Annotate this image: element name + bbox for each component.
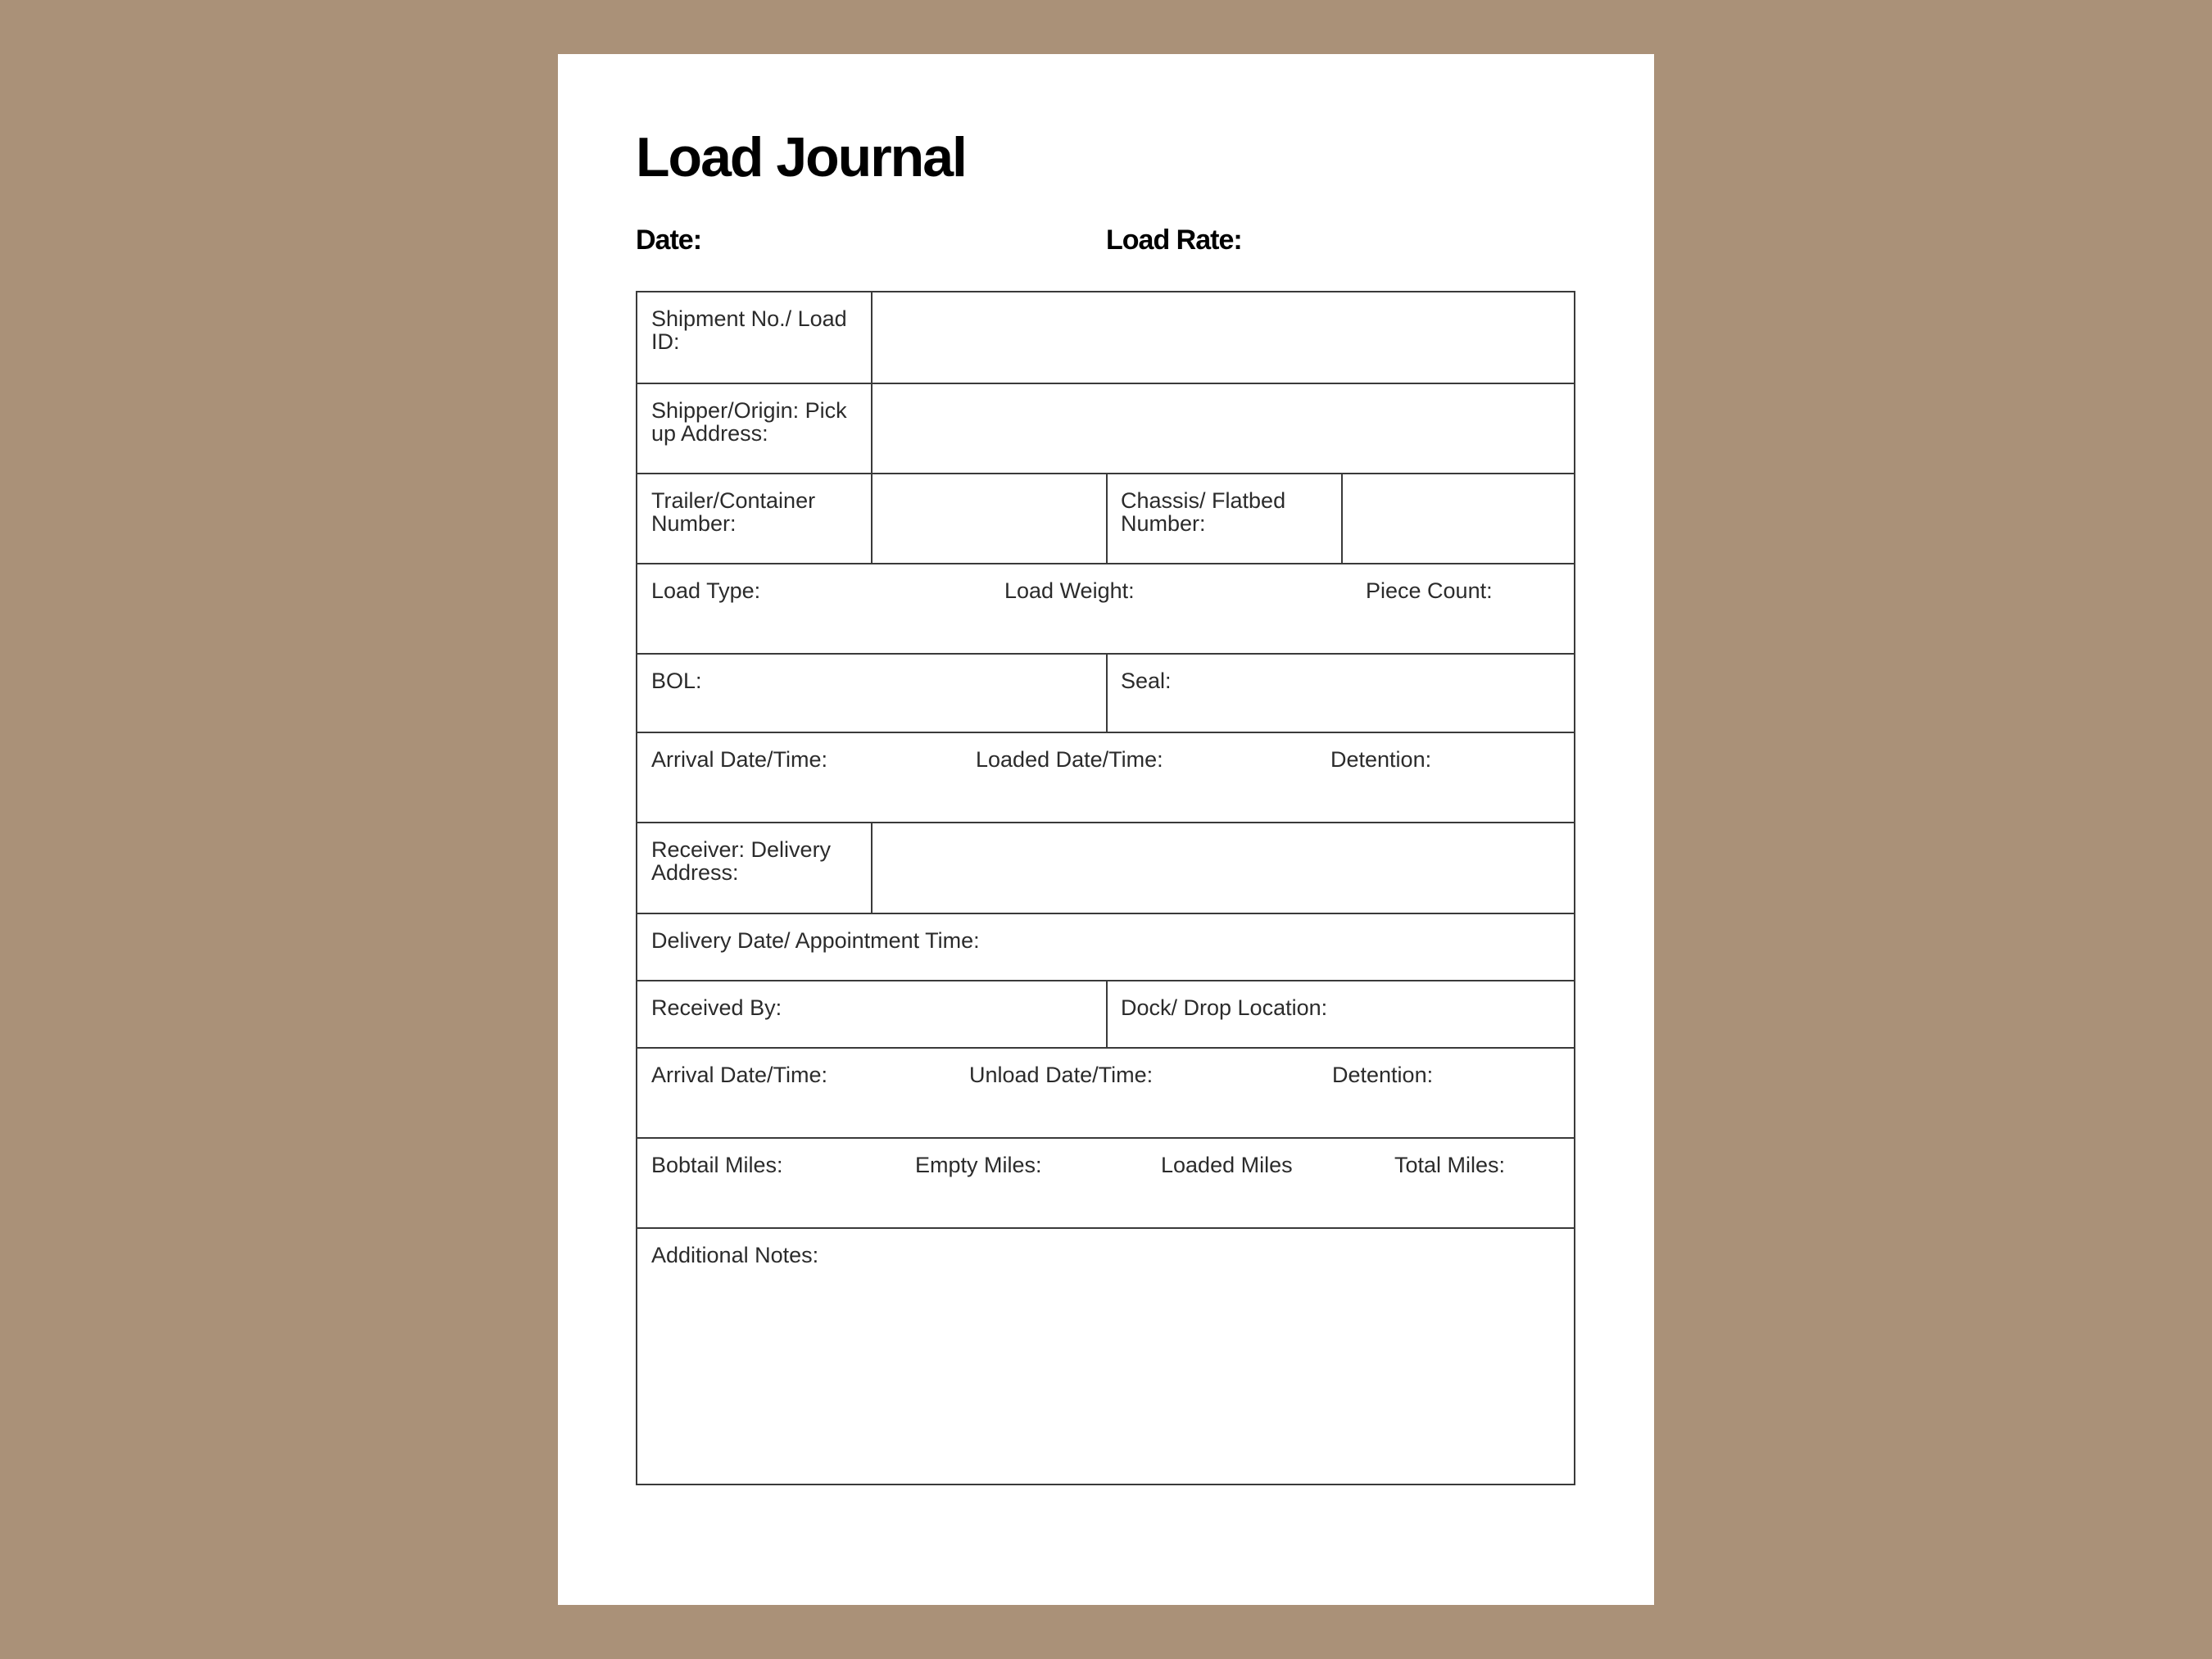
shipment-id-label: Shipment No./ Load ID: (651, 306, 847, 354)
column-divider (1106, 474, 1108, 564)
row-trailer-chassis (637, 473, 1574, 564)
page-title: Load Journal (636, 126, 966, 188)
load-form-table (636, 291, 1575, 1485)
row-shipment-id (637, 292, 1574, 383)
row-miles (637, 1137, 1574, 1229)
column-divider (871, 384, 873, 474)
delivery-unload-label: Unload Date/Time: (969, 1063, 1154, 1087)
load-type-label: Load Type: (651, 578, 761, 603)
column-divider (1341, 474, 1343, 564)
row-shipper-origin (637, 383, 1574, 474)
bol-label: BOL: (651, 669, 702, 693)
pickup-loaded-label: Loaded Date/Time: (976, 747, 1163, 772)
pickup-arrival-label: Arrival Date/Time: (651, 747, 828, 772)
row-received-dock (637, 980, 1574, 1049)
additional-notes-label: Additional Notes: (651, 1243, 819, 1267)
pickup-detention-label: Detention: (1330, 747, 1432, 772)
row-load-details (637, 563, 1574, 655)
loaded-miles-label: Loaded Miles (1161, 1153, 1293, 1177)
delivery-appointment-label: Delivery Date/ Appointment Time: (651, 928, 980, 953)
load-weight-label: Load Weight: (1004, 578, 1135, 603)
column-divider (871, 823, 873, 914)
receiver-delivery-label: Receiver: Delivery Address: (651, 837, 832, 885)
row-additional-notes (637, 1227, 1574, 1484)
column-divider (871, 292, 873, 383)
row-pickup-times (637, 732, 1574, 823)
received-by-label: Received By: (651, 995, 782, 1020)
column-divider (1106, 981, 1108, 1049)
load-rate-label: Load Rate: (1106, 224, 1242, 256)
dock-drop-label: Dock/ Drop Location: (1121, 995, 1328, 1020)
column-divider (871, 474, 873, 564)
piece-count-label: Piece Count: (1366, 578, 1493, 603)
chassis-flatbed-label: Chassis/ Flatbed Number: (1121, 488, 1286, 536)
column-divider (1106, 655, 1108, 733)
trailer-container-label: Trailer/Container Number: (651, 488, 816, 536)
delivery-detention-label: Detention: (1332, 1063, 1434, 1087)
row-delivery-times (637, 1047, 1574, 1139)
seal-label: Seal: (1121, 669, 1172, 693)
total-miles-label: Total Miles: (1394, 1153, 1506, 1177)
row-receiver-delivery (637, 822, 1574, 914)
journal-page (558, 54, 1654, 1605)
date-label: Date: (636, 224, 702, 256)
row-bol-seal (637, 653, 1574, 733)
delivery-arrival-label: Arrival Date/Time: (651, 1063, 828, 1087)
row-delivery-appointment (637, 913, 1574, 981)
empty-miles-label: Empty Miles: (915, 1153, 1042, 1177)
shipper-origin-label: Shipper/Origin: Pick up Address: (651, 398, 847, 446)
bobtail-miles-label: Bobtail Miles: (651, 1153, 783, 1177)
